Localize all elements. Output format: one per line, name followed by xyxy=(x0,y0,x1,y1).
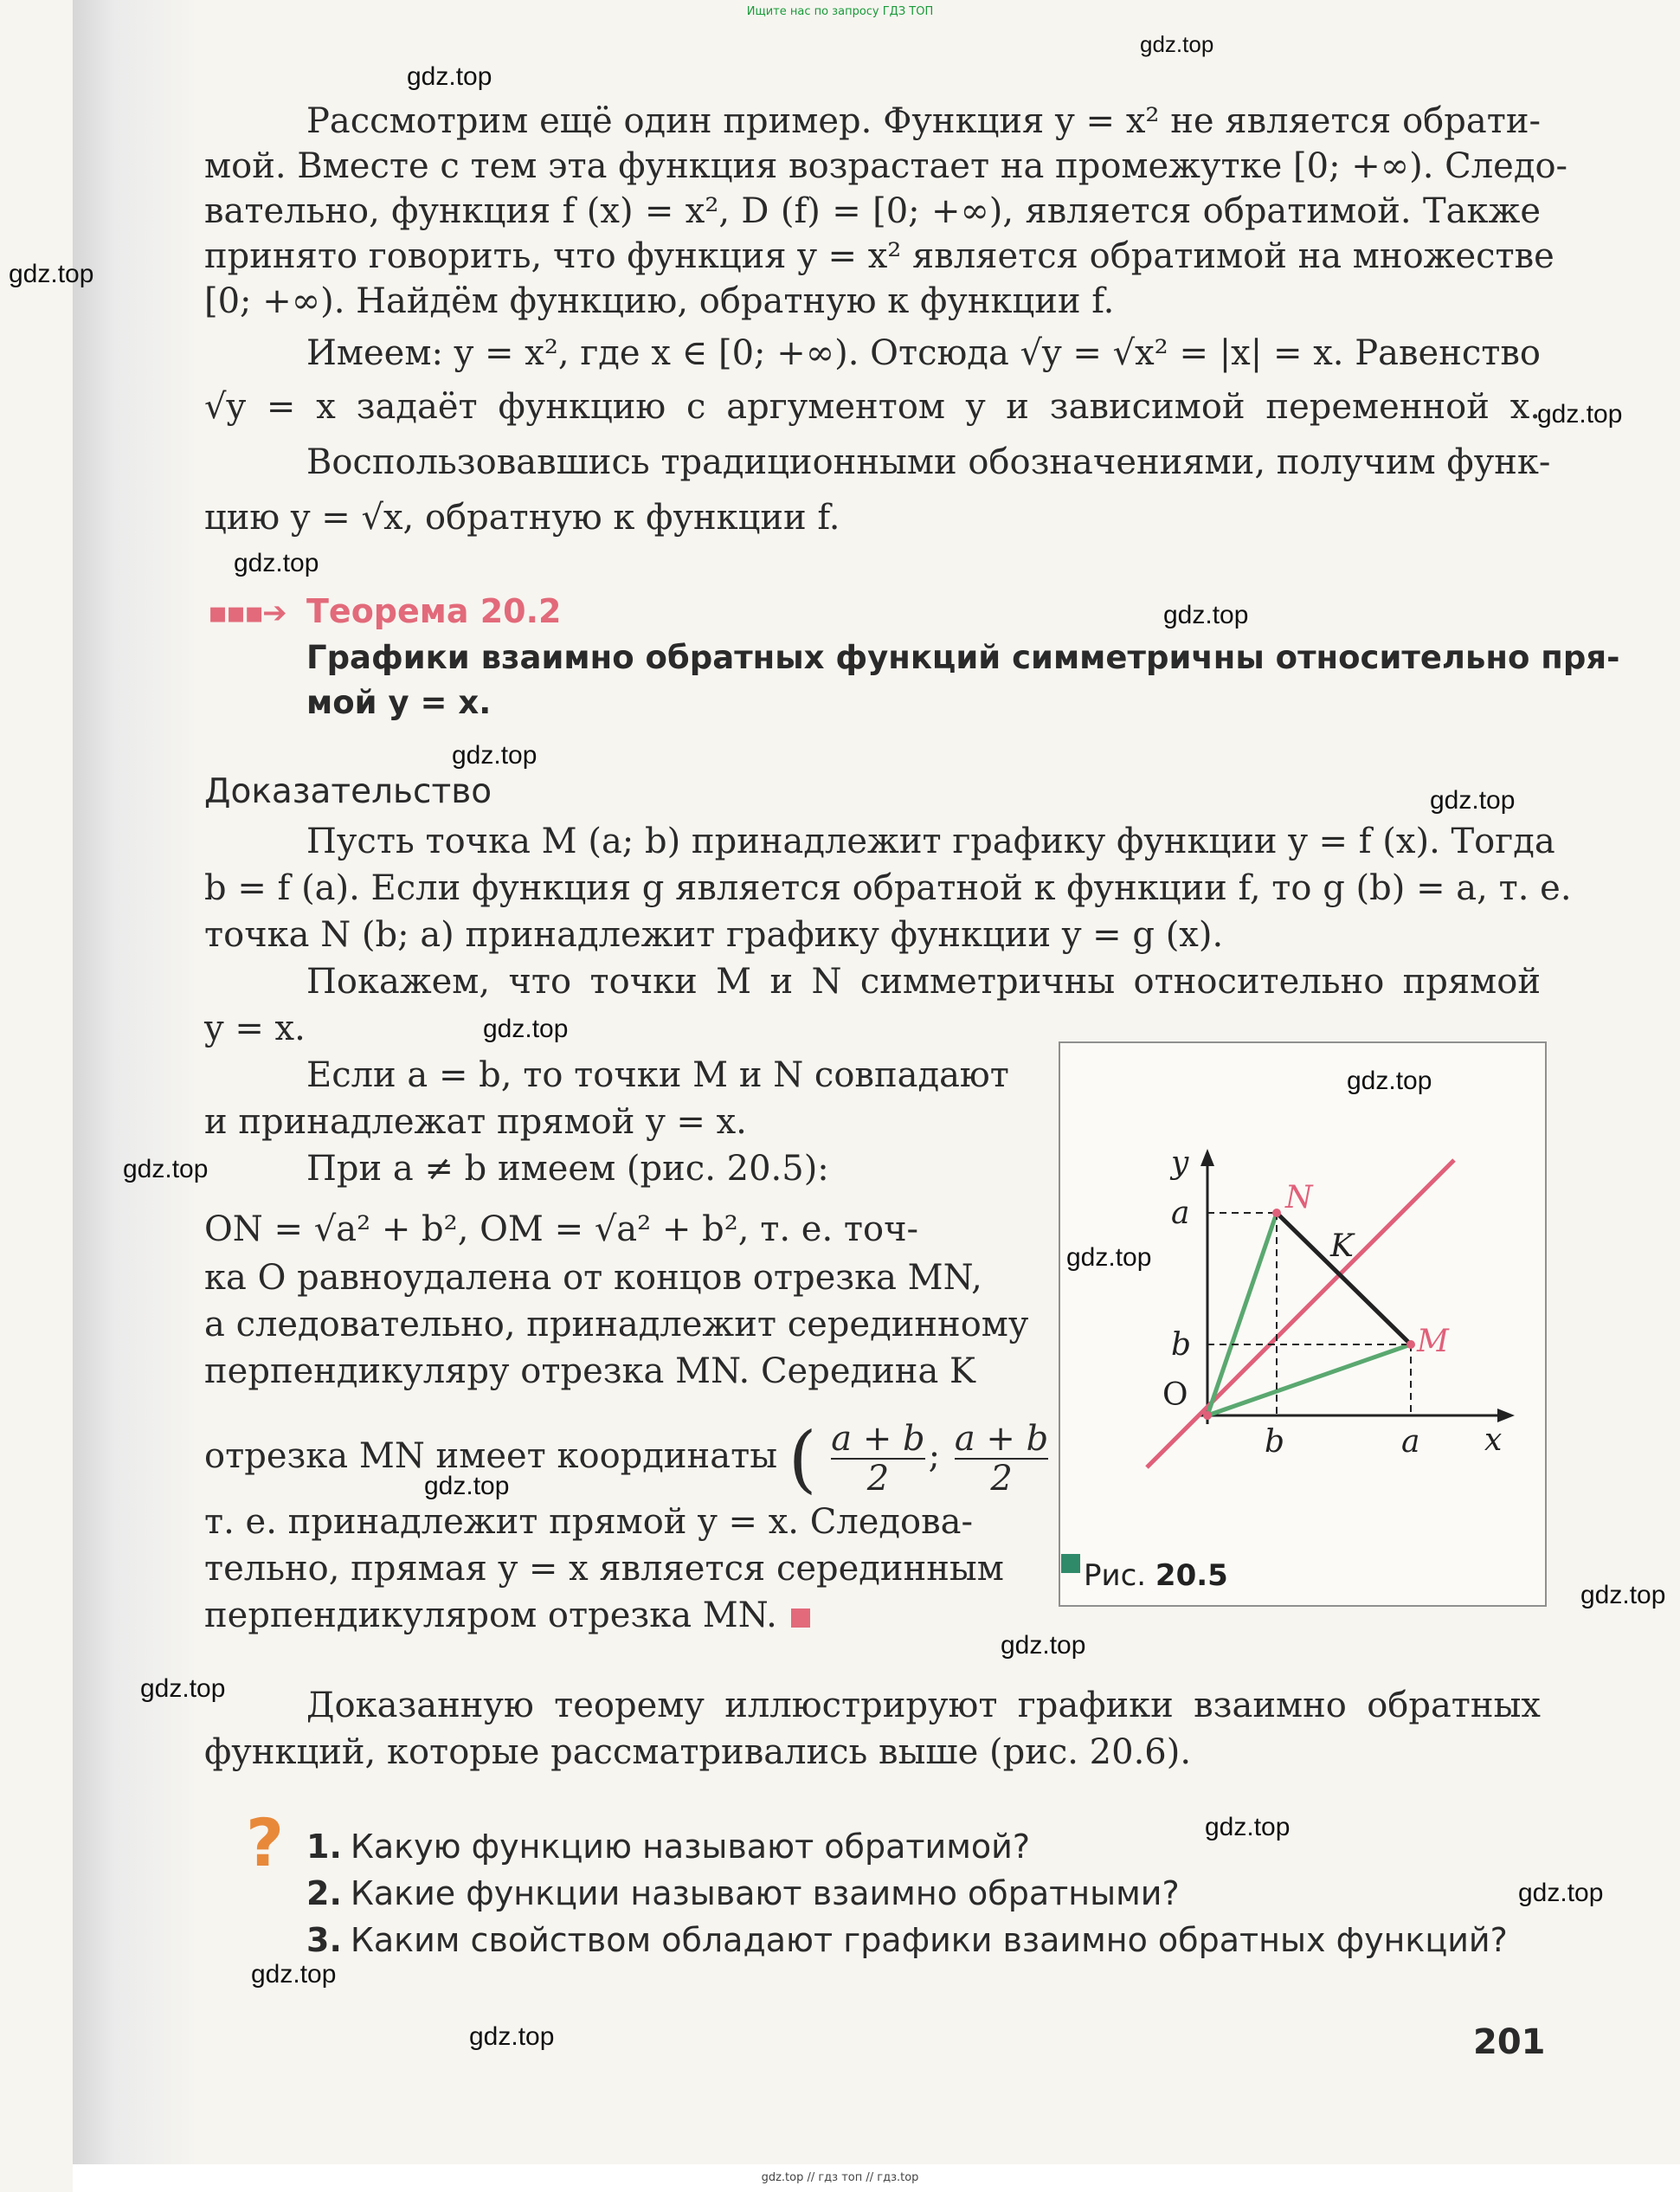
segment-OM xyxy=(1207,1344,1411,1415)
watermark: gdz.top xyxy=(424,1472,510,1500)
closing-line-2: функций, которые рассматривались выше (рис. 20.6). xyxy=(204,1732,1192,1772)
label-a-x: a xyxy=(1401,1424,1420,1460)
midpoint-intro: отрезка MN имеет координаты xyxy=(204,1436,778,1476)
label-b-x: b xyxy=(1265,1424,1285,1460)
midpoint-separator: ; xyxy=(928,1436,941,1476)
watermark: gdz.top xyxy=(469,2022,555,2051)
watermark: gdz.top xyxy=(1580,1581,1666,1609)
conclusion-line-1: Воспользовавшись традиционными обозначениями, получим функ- xyxy=(306,442,1551,482)
label-K: K xyxy=(1330,1228,1354,1264)
figure-plot xyxy=(1060,1043,1545,1605)
watermark: gdz.top xyxy=(1066,1243,1152,1272)
proof-line-1: Пусть точка M (a; b) принадлежит графику функции y = f (x). Тогда xyxy=(306,822,1555,861)
figure-20-5 xyxy=(1059,1041,1547,1607)
watermark: gdz.top xyxy=(123,1155,209,1183)
proof-line-2: b = f (a). Если функция g является обратной к функции f, то g (b) = a, т. е. xyxy=(204,868,1572,908)
conclusion-line-2: цию y = √x, обратную к функции f. xyxy=(204,498,840,538)
intro-line-2: мой. Вместе с тем эта функция возрастает на промежутке [0; +∞). Следо- xyxy=(204,146,1568,186)
watermark: gdz.top xyxy=(1347,1067,1432,1095)
label-M: M xyxy=(1417,1324,1449,1359)
watermark: gdz.top xyxy=(1205,1813,1291,1841)
watermark: gdz.top xyxy=(140,1674,226,1703)
derivation-line-1: Имеем: y = x², где x ∈ [0; +∞). Отсюда √y = √x² = |x| = x. Равенство xyxy=(306,333,1541,373)
watermark: gdz.top xyxy=(1430,786,1516,815)
footer-note: gdz.top // гдз топ // гдз.top xyxy=(761,2171,919,2184)
figure-marker-icon xyxy=(1061,1554,1080,1573)
watermark: gdz.top xyxy=(1163,601,1249,629)
proof-narrow-line-5: ка O равноудалена от концов отрезка MN, xyxy=(204,1258,982,1298)
proof-narrow-line-4: ON = √a² + b², OM = √a² + b², т. е. точ- xyxy=(204,1209,919,1249)
label-N: N xyxy=(1285,1180,1313,1215)
proof-narrow-line-7: перпендикуляру отрезка MN. Середина K xyxy=(204,1351,975,1391)
proof-narrow-line-1: Если a = b, то точки M и N совпадают xyxy=(306,1055,1009,1095)
theorem-line-2: мой y = x. xyxy=(306,684,492,721)
proof-line-4: Покажем, что точки M и N симметричны относительно прямой xyxy=(306,962,1541,1002)
header-note: Ищите нас по запросу ГДЗ ТОП xyxy=(746,5,934,18)
page-number: 201 xyxy=(1473,2022,1546,2062)
proof-heading: Доказательство xyxy=(204,772,492,811)
proof-line-5: y = x. xyxy=(204,1009,306,1048)
label-y: y xyxy=(1171,1145,1189,1181)
label-x: x xyxy=(1484,1422,1503,1458)
midpoint-y-fraction: $\frac{a + b}{2}$ xyxy=(954,1419,1049,1499)
proof-narrow-line-10: тельно, прямая y = x является серединным xyxy=(204,1549,1004,1589)
derivation-line-2: √y = x задаёт функцию с аргументом y и зависимой переменной x. xyxy=(204,387,1541,427)
closing-line-1: Доказанную теорему иллюстрируют графики взаимно обратных xyxy=(306,1686,1541,1725)
watermark: gdz.top xyxy=(407,62,492,91)
segment-ON xyxy=(1207,1213,1277,1415)
watermark: gdz.top xyxy=(1518,1879,1604,1907)
point-N xyxy=(1272,1209,1281,1217)
question-3: 3. Каким свойством обладают графики взаимно обратных функций? xyxy=(306,1921,1508,1959)
x-axis-arrow-icon xyxy=(1497,1409,1515,1422)
watermark: gdz.top xyxy=(9,260,94,288)
figure-caption: Рис. 20.5 xyxy=(1084,1558,1228,1593)
proof-end-marker xyxy=(791,1609,810,1628)
proof-narrow-line-2: и принадлежат прямой y = x. xyxy=(204,1102,747,1142)
midpoint-x-fraction: $\frac{a + b}{2}$ xyxy=(831,1419,925,1499)
watermark: gdz.top xyxy=(483,1015,569,1043)
intro-line-1: Рассмотрим ещё один пример. Функция y = x² не является обрати- xyxy=(306,101,1541,141)
proof-line-3: точка N (b; a) принадлежит графику функции y = g (x). xyxy=(204,915,1224,955)
book-spine-shadow xyxy=(73,0,194,2173)
watermark: gdz.top xyxy=(452,741,537,770)
intro-line-3: вательно, функция f (x) = x², D (f) = [0; +∞), является обратимой. Также xyxy=(204,191,1541,231)
proof-narrow-line-3: При a ≠ b имеем (рис. 20.5): xyxy=(306,1149,829,1189)
label-a-y: a xyxy=(1171,1196,1190,1231)
watermark: gdz.top xyxy=(1001,1631,1086,1660)
intro-line-4: принято говорить, что функция y = x² является обратимой на множестве xyxy=(204,236,1554,276)
theorem-line-1: Графики взаимно обратных функций симметричны относительно пря- xyxy=(306,639,1620,676)
label-O: O xyxy=(1162,1377,1188,1413)
label-b-y: b xyxy=(1171,1327,1192,1363)
theorem-arrow-icon: ▪▪▪➔ xyxy=(208,596,286,630)
proof-narrow-line-9: т. е. принадлежит прямой y = x. Следова- xyxy=(204,1502,973,1542)
question-mark-icon: ? xyxy=(246,1804,285,1881)
theorem-title: Теорема 20.2 xyxy=(306,592,562,630)
watermark: gdz.top xyxy=(1140,31,1214,57)
question-1: 1. Какую функцию называют обратимой? xyxy=(306,1828,1030,1866)
point-O xyxy=(1203,1411,1212,1420)
y-axis-arrow-icon xyxy=(1200,1149,1214,1166)
watermark: gdz.top xyxy=(1537,400,1623,429)
proof-narrow-line-6: а следовательно, принадлежит серединному xyxy=(204,1305,1029,1344)
question-2: 2. Какие функции называют взаимно обратными? xyxy=(306,1874,1180,1912)
proof-narrow-line-11: перпендикуляром отрезка MN. xyxy=(204,1591,1007,1640)
watermark: gdz.top xyxy=(251,1960,337,1989)
paren-open: ( xyxy=(788,1416,817,1501)
watermark: gdz.top xyxy=(234,549,319,577)
intro-line-5: [0; +∞). Найдём функцию, обратную к функции f. xyxy=(204,281,1115,321)
point-M xyxy=(1406,1340,1415,1349)
